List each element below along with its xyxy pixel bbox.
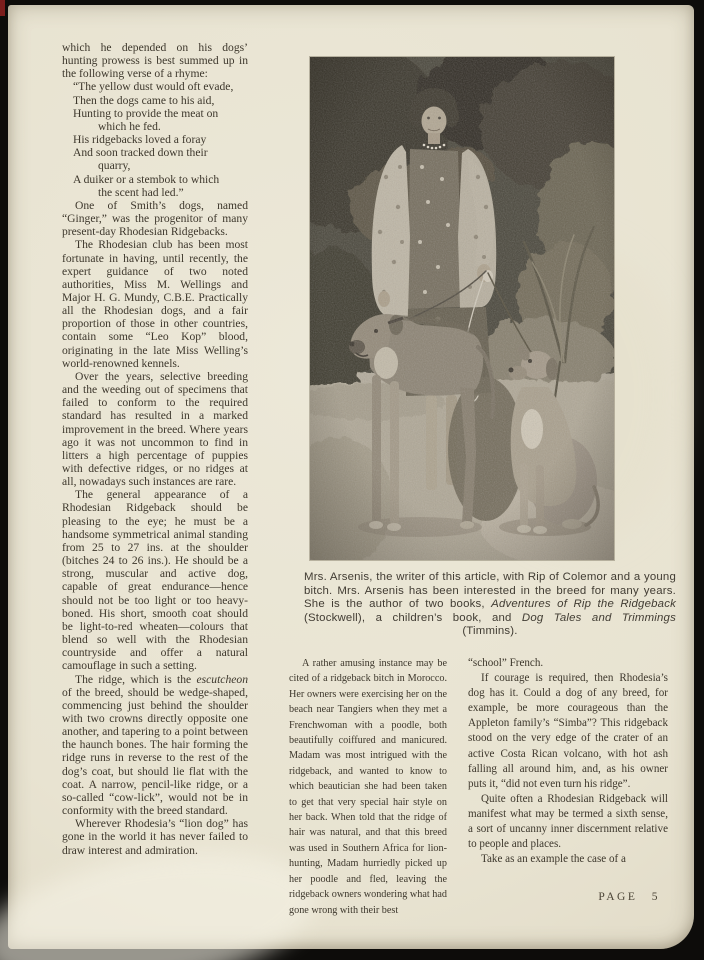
verse-line: Hunting to provide the meat on (73, 106, 219, 120)
page-number: PAGE 5 (598, 891, 660, 903)
paragraph: which he depended on his dogs’ hunting prowess is best summed up in the following verse of a rhyme: (62, 41, 248, 81)
paragraph: Wherever Rhodesia’s “lion dog” has gone in the world it has never failed to draw interest and admiration. (62, 817, 248, 857)
paragraph: The general appearance of a Rhodesian Ridgeback should be pleasing to the eye; he must be a handsome symmetrical animal standing from 25 to 27 ins. at the shoulder (bitches 24 to 26 ins.). He should be a strong, muscular and active dog, capable of great endurance—hence should not be too light or too heavy-boned. His short, smooth coat should be light-to-red wheaten—colours that blend so well with the Rhodesian countryside and offer a natural camouflage in such a setting. (62, 488, 248, 673)
verse-line: which he fed. (98, 119, 161, 133)
paragraph: “school” French. (468, 657, 544, 669)
dog-photo-illustration (310, 57, 614, 560)
photo-vignette (310, 57, 614, 560)
verse-line: quarry, (98, 159, 131, 173)
verse-line: A duiker or a stembok to which (73, 172, 220, 186)
photo-figure (310, 57, 614, 560)
left-column (62, 41, 248, 857)
verse-line: And soon tracked down their (73, 146, 208, 160)
right-column (468, 656, 668, 867)
verse (62, 80, 248, 198)
corner-mark (0, 0, 5, 16)
paragraph: Over the years, selective breeding and the weeding out of specimens that failed to conform to the required standard has resulted in a marked improvement in the breed. Where years ago it was not uncommon to find in litters a high percentage of puppies with defective ridges, or no ridges at all, nowadays such instances are rare. (62, 369, 248, 489)
paragraph: A rather amusing instance may be cited of a ridgeback bitch in Morocco. Her owners were exercising her on the beach near Tangiers when they met a Frenchwoman with a poodle, both beautifully coiffured and manicured. Madam was most intrigued with the ridgeback, and wanted to know to which beautician she had been taken to get that very special hair style on her back. When told that the ridge of hair was natural, and that this breed was used in Southern Africa for lion-hunting, Madam hurriedly picked up her poodle and fled, leaving the ridgeback owners wondering what had gone wrong with their best (289, 658, 447, 916)
verse-line: “The yellow dust would oft evade, (73, 80, 234, 94)
photo-caption (304, 571, 676, 639)
verse-line: Then the dogs came to his aid, (73, 93, 215, 107)
photo-caption-text: Mrs. Arsenis, the writer of this article, with Rip of Colemor and a young bitch. Mrs. Arsenis has been interested in the breed for many years. She is the author of two books, Adventures of Rip the Ridgeback (Stockwell), a children’s book, and Dog Tales and Trimmings (Timmins). (304, 571, 676, 638)
paragraph: The Rhodesian club has been most fortunate in having, until recently, the expert guidance of two noted authorities, Miss M. Wellings and Major H. G. Mundy, C.B.E. Practically all the Rhodesian dogs, and a fair proportion of those in other countries, contain some “Leo Kop” blood, originating in the late Miss Welling’s world-renowned kennels. (62, 238, 248, 370)
paragraph: Take as an example the case of a (481, 853, 626, 866)
verse-line: the scent had led.” (98, 185, 184, 199)
paragraph: The ridge, which is the escutcheon of the breed, should be wedge-shaped, commencing just behind the shoulder with two crowns directly opposite one another, and tapering to a point between the haunch bones. The hair forming the ridge runs in reverse to the rest of the dog’s coat, but should lie flat with the coat. A narrow, pencil-like ridge, or a so-called “cow-lick”, would not be in conformity with the breed standard. (62, 672, 248, 818)
page (8, 5, 694, 949)
paragraph: One of Smith’s dogs, named “Ginger,” was the progenitor of many present-day Rhodesian Ridgebacks. (62, 198, 248, 239)
verse-line: His ridgebacks loved a foray (73, 133, 207, 147)
middle-column (289, 656, 447, 918)
paragraph: If courage is required, then Rhodesia’s dog has it. Could a dog of any breed, for example, be more courageous than the Appleton family’s “Simba”? This ridgeback stood on the very edge of the crater of an active Costa Rican volcano, with hot ash falling all around him, and, as his owner puts it, “did not even turn his ridge”. (468, 672, 668, 790)
paragraph: Quite often a Rhodesian Ridgeback will manifest what may be termed a sixth sense, a sort of uncanny inner discernment relative to people and places. (468, 792, 668, 851)
